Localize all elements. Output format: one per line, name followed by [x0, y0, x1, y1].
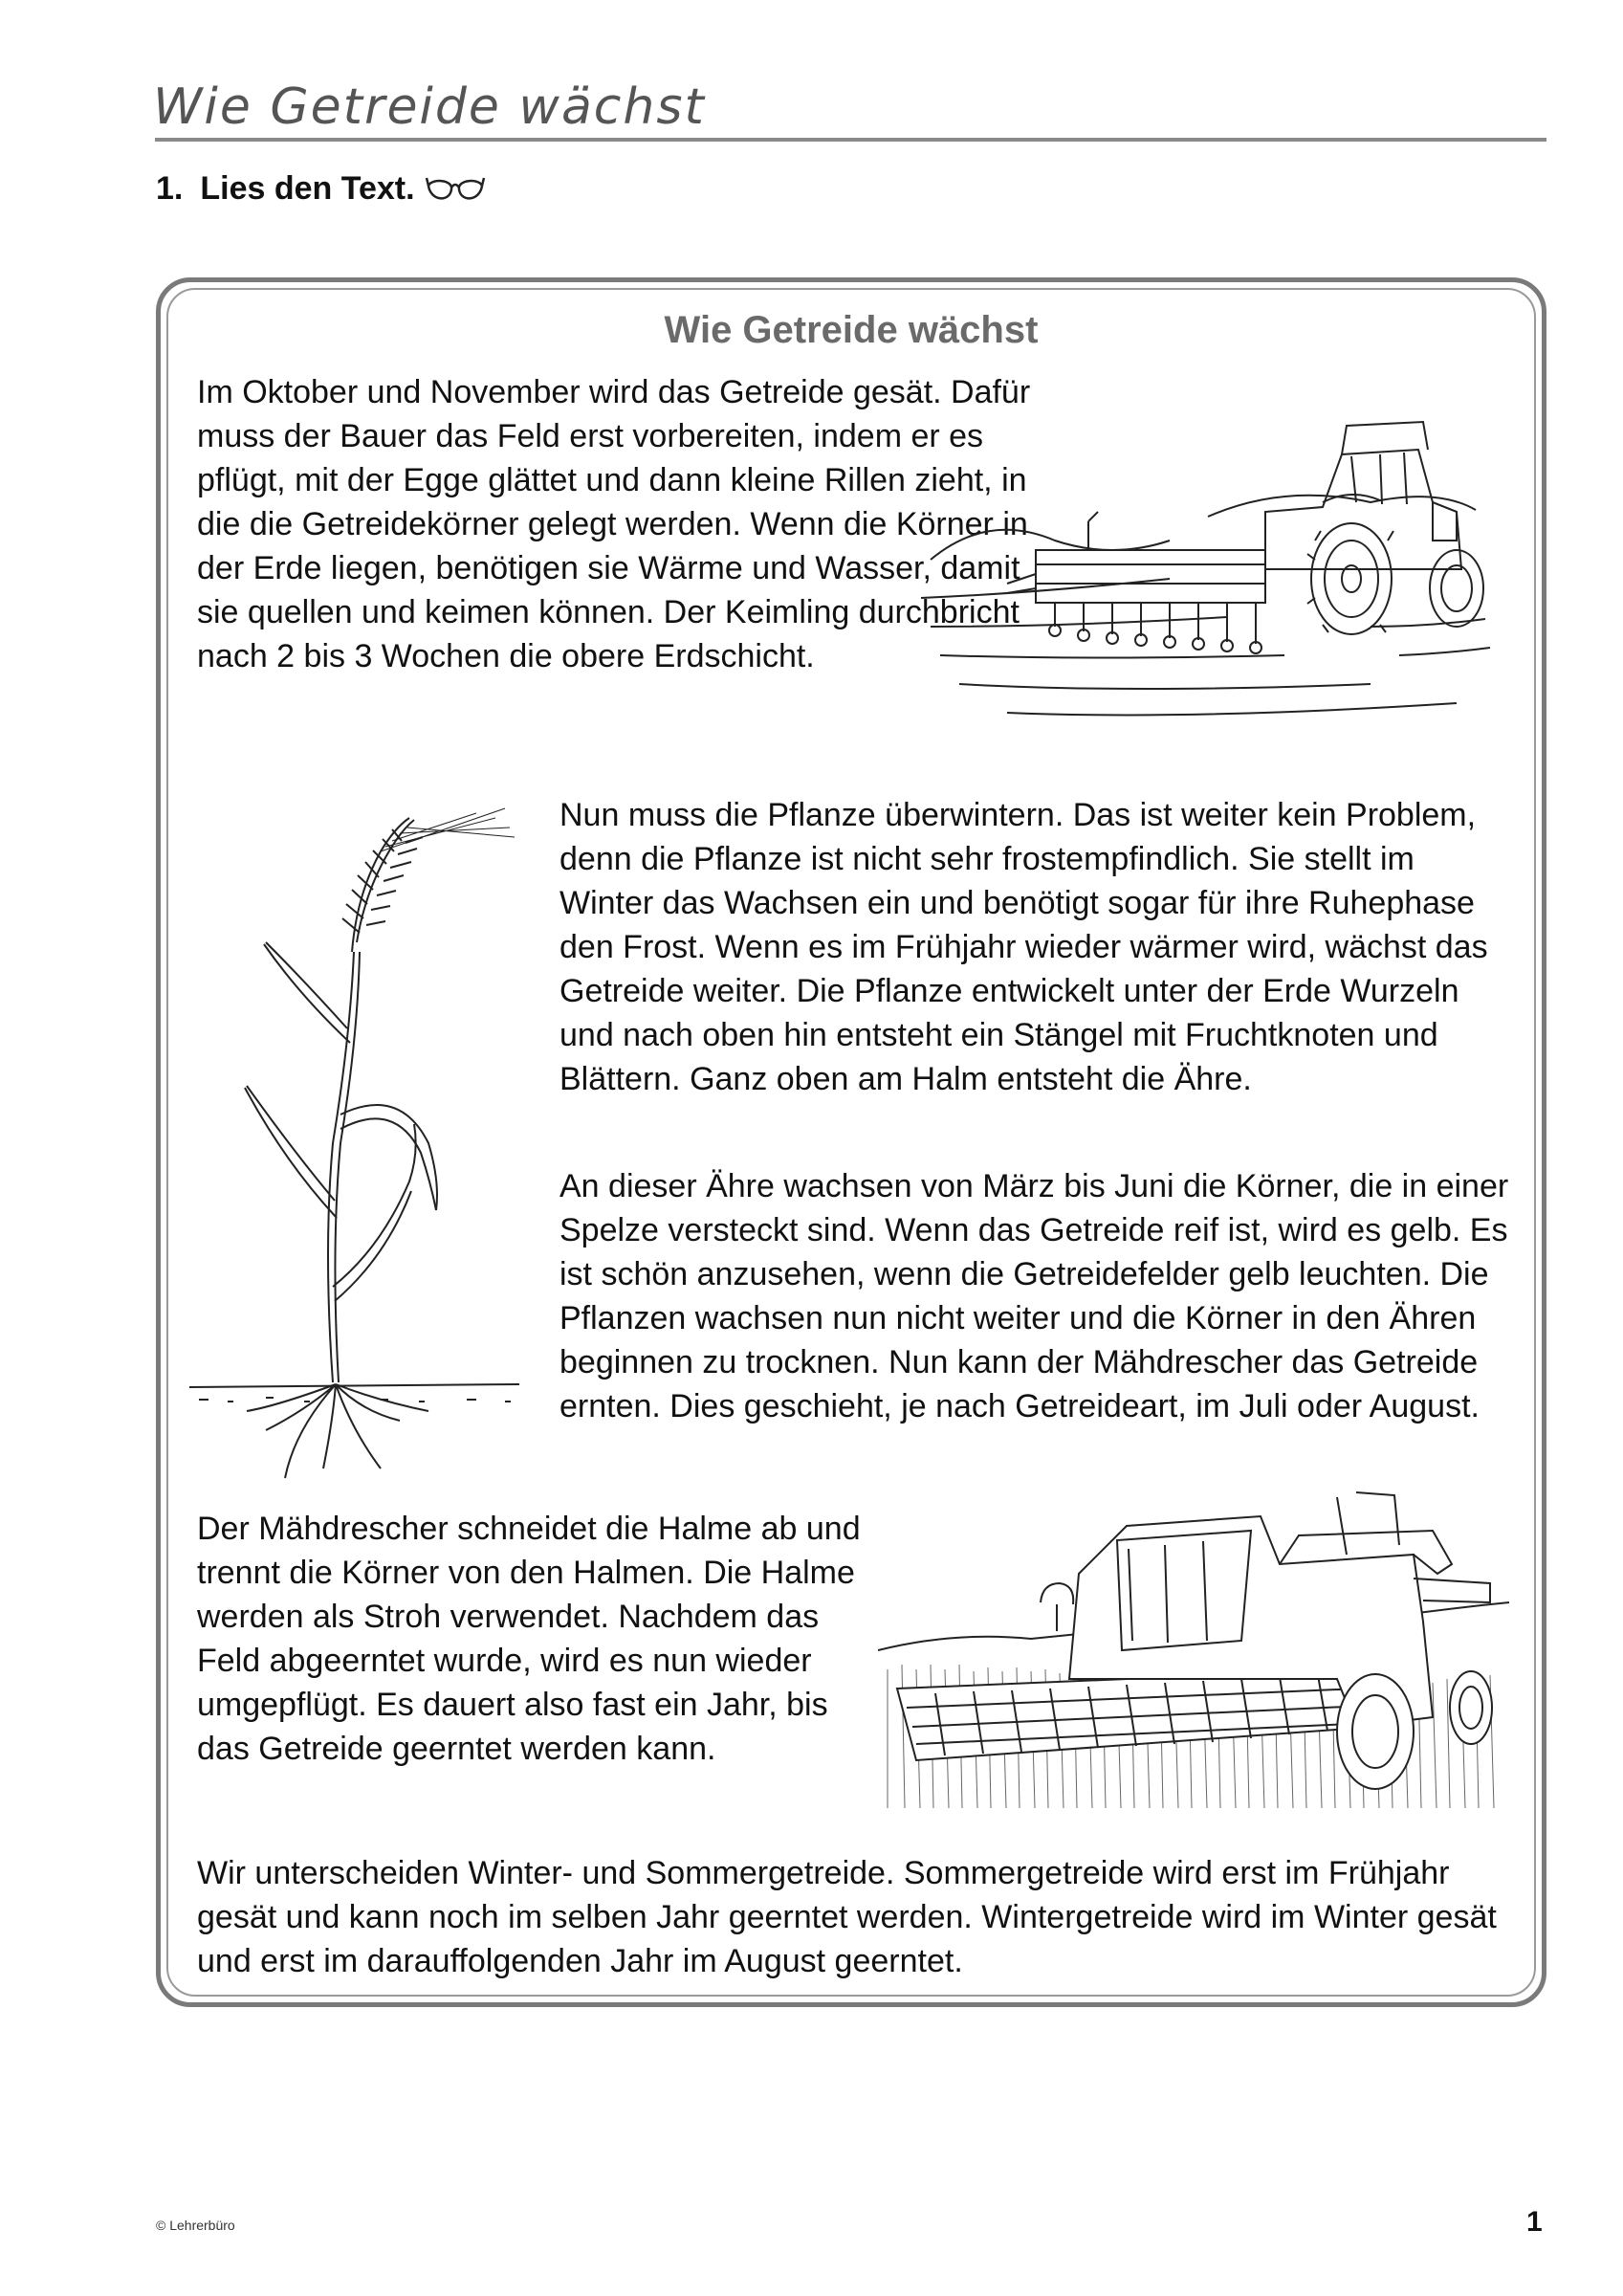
text-card — [156, 277, 1546, 2007]
task-text: Lies den Text. — [200, 170, 415, 207]
task-heading — [156, 170, 486, 208]
paragraph-sowing: Im Oktober und November wird das Getreide gesät. Dafür muss der Bauer das Feld erst vorbereiten, indem er es pflügt, mit der Egge glättet und dann kleine Rillen zieht, in die die Getreidekörner gelegt werden. Wenn die Körner in der Erde liegen, benötigen sie Wärme und Wasser, damit sie quellen und keimen können. Der Keimling durchbricht nach 2 bis 3 Wochen die obere Erdschicht. — [197, 374, 1031, 674]
paragraph-wintering: Nun muss die Pflanze überwintern. Das ist weiter kein Problem, denn die Pflanze ist nicht sehr frostempfindlich. Sie stellt im Winter das Wachsen ein und benötigt sogar für ihre Ruhephase den Frost. Wenn es im Frühjahr wieder wärmer wird, wächst das Getreide weiter. Die Pflanze entwickelt unter der Erde Wurzeln und nach oben hin entsteht ein Stängel mit Fruchtknoten und Blättern. Ganz oben am Halm entsteht die Ähre. — [559, 797, 1488, 1097]
task-number: 1. — [156, 170, 184, 207]
tractor-seeder-illustration — [921, 397, 1495, 722]
paragraph-harvest: Der Mähdrescher schneidet die Halme ab und trennt die Körner von den Halmen. Die Halme werden als Stroh verwendet. Nachdem das Feld abgeerntet wurde, wird es nun wieder umgepflügt. Es dauert also fast ein Jahr, bis das Getreide geerntet werden kann. — [197, 1511, 861, 1767]
combine-harvester-illustration — [878, 1488, 1509, 1813]
page-number: 1 — [1526, 2206, 1543, 2238]
paragraph-winter-summer-grain: Wir unterscheiden Winter- und Sommergetreide. Sommergetreide wird erst im Frühjahr gesät und kann noch im selben Jahr geerntet werden. Wintergetreide wird im Winter gesät und erst im darauffolgenden Jahr im August geerntet. — [197, 1855, 1497, 1979]
page-title: Wie Getreide wächst — [153, 78, 706, 136]
card-title: Wie Getreide wächst — [664, 309, 1039, 351]
grain-plant-illustration — [189, 799, 543, 1488]
title-divider — [155, 138, 1546, 142]
paragraph-ripening: An dieser Ähre wachsen von März bis Juni die Körner, die in einer Spelze versteckt sind. Wenn das Getreide reif ist, wird es gelb. Es ist schön anzusehen, wenn die Getreidefelder gelb leuchten. Die Pflanzen wachsen nun nicht weiter und die Körner in den Ähren beginnen zu trocknen. Nun kann der Mähdrescher das Getreide ernten. Dies geschieht, je nach Getreideart, im Juli oder August. — [559, 1168, 1509, 1424]
glasses-icon — [425, 172, 486, 207]
copyright-notice: © Lehrerbüro — [156, 2218, 235, 2233]
